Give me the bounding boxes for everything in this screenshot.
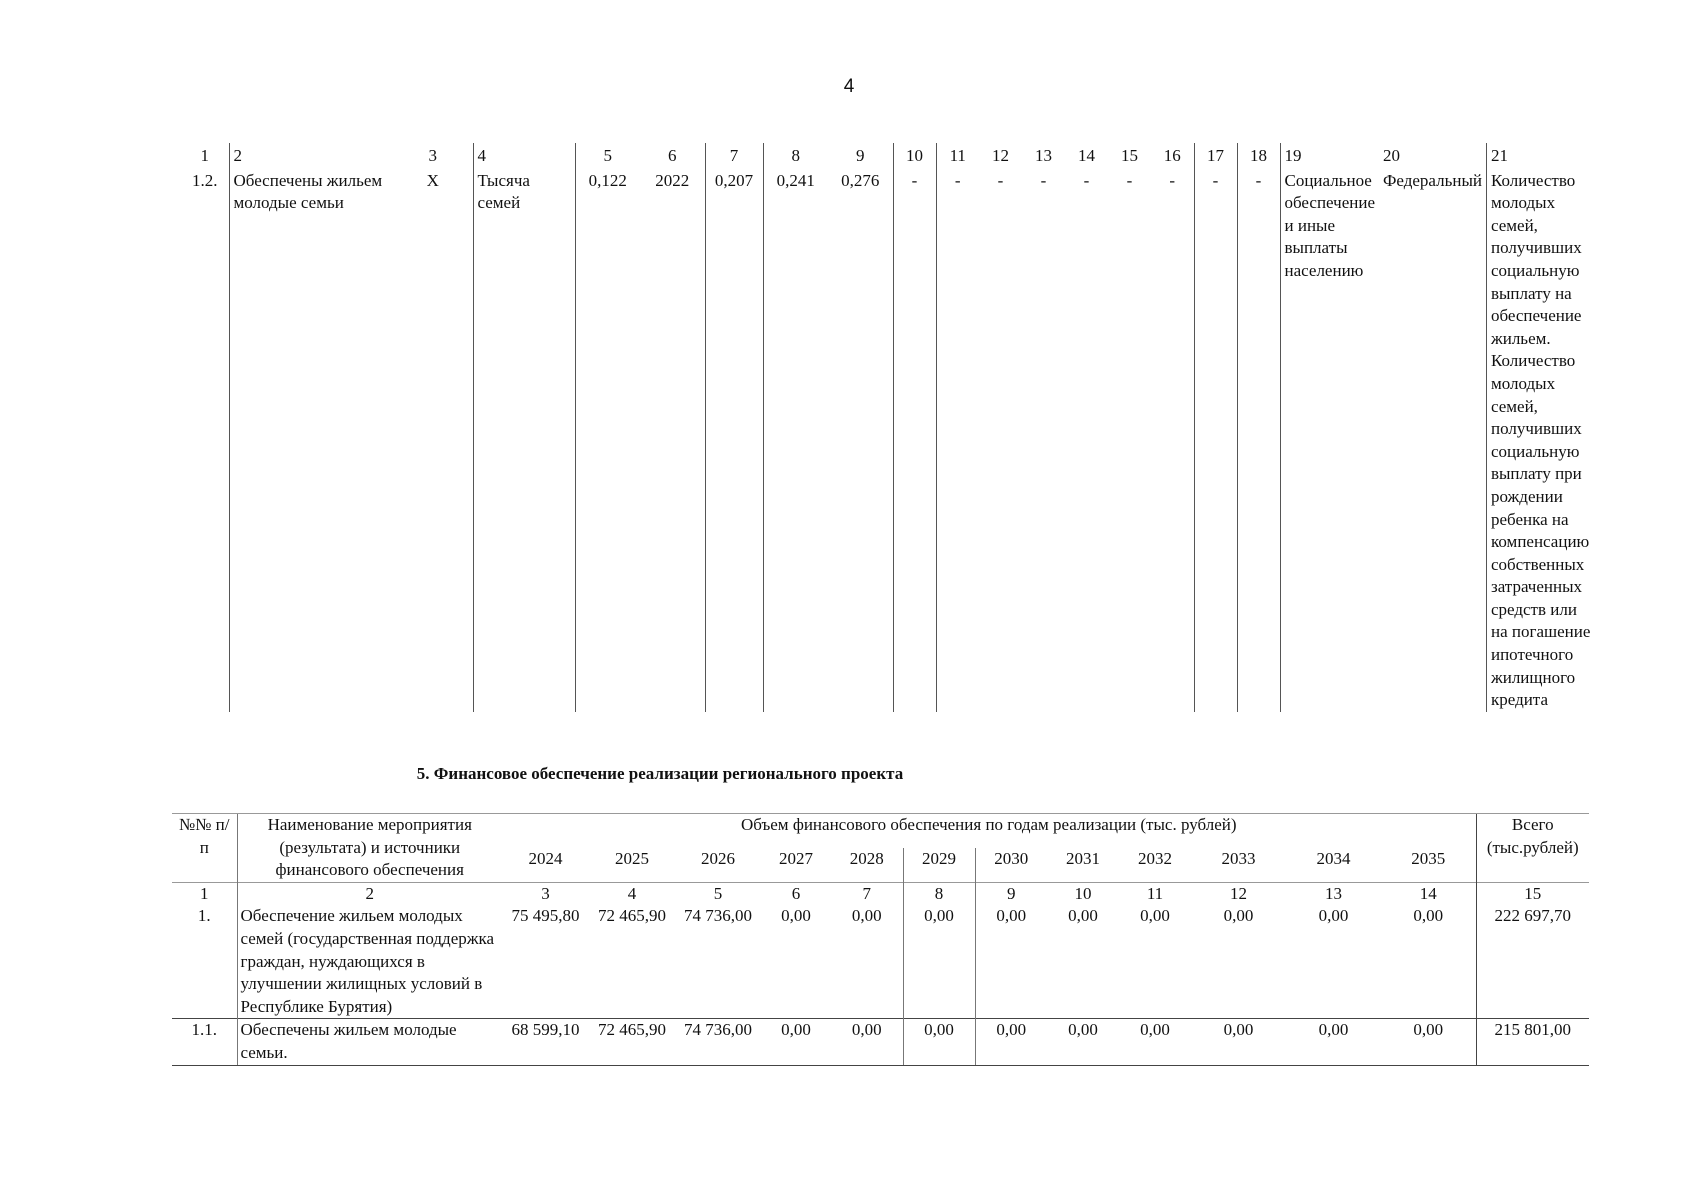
value-2031: 0,00 [1068,906,1098,926]
section-title: 5. Финансовое обеспечение реализации регионального проекта [416,764,904,783]
description-cell: Количество молодых семей, получивших социальную выплату на обеспечение жильем. Количество молодых семей, получивших социальную выплату при рождении ребенка на компенсацию собственных затраченных средств или на погашение ипотечного жилищного кредита [1486,168,1601,712]
header-name: Наименование мероприятия (результата) и источники финансового обеспечения [237,814,502,883]
value-2026: 74 736,00 [675,1019,761,1065]
value-2026: 74 736,00 [684,906,752,926]
value-2027: 0,00 [781,906,811,926]
col-num-7: 7 [831,882,903,905]
header-volume: Объем финансового обеспечения по годам реализации (тыс. рублей) [502,814,1476,848]
col-num-5: 5 [575,143,640,168]
year-2025: 2025 [615,848,649,868]
row-name: Обеспечены жильем молодые семьи. [237,1019,502,1065]
col-num-15: 15 [1121,146,1138,165]
col-num-11: 11 [936,143,979,168]
col-num-20: 20 [1382,146,1400,165]
col-num-14: 14 [1381,882,1476,905]
row-number: 1.2. [192,170,218,190]
column-number-row [181,143,1601,168]
col-num-12: 12 [992,146,1009,165]
col-num-2: 2 [229,143,393,168]
value-2027: 0,00 [761,1019,831,1065]
result-name: Обеспечены жильем молодые семьи [229,168,393,712]
value-2025: 72 465,90 [598,906,666,926]
col-num-8: 8 [763,143,828,168]
value-2029: 0,00 [903,1019,975,1065]
row-number: 1. [197,906,211,926]
header-total: Всего (тыс.рублей) [1476,814,1589,883]
value-2029: 0,00 [903,905,975,1018]
col-num-3: 3 [502,882,589,905]
value-2032: 0,00 [1140,906,1170,926]
col-num-4: 4 [589,882,675,905]
col-num-1: 1 [172,882,237,905]
unit-cell: Тысяча семей [473,168,575,712]
value-2028: 0,00 [831,1019,903,1065]
table-row [181,168,1601,712]
header-row [172,814,1589,848]
table-row [172,905,1589,1018]
value-2035: 0,00 [1381,1019,1476,1065]
level-cell: Федеральный [1382,170,1482,190]
col-num-21: 21 [1486,143,1601,168]
year-2029: 2029 [903,848,975,882]
col-num-16: 16 [1163,146,1181,165]
col-num-6: 6 [761,882,831,905]
page-number: 4 [843,76,855,97]
cell-col11: - [936,168,979,712]
cell-col17: - [1194,168,1237,712]
col-num-11: 11 [1119,882,1191,905]
cell-col3: Х [426,170,439,190]
cell-col15: - [1126,170,1133,190]
col-num-10: 10 [893,143,936,168]
row-number: 1.1. [172,1019,237,1065]
cell-col16: - [1169,170,1176,190]
col-num-15: 15 [1476,882,1589,905]
col-num-7: 7 [705,143,763,168]
row-total: 215 801,00 [1476,1019,1589,1065]
row-total: 222 697,70 [1476,905,1589,1018]
value-2030: 0,00 [975,1019,1047,1065]
col-num-19: 19 [1280,143,1379,168]
cell-col13: - [1040,170,1047,190]
value-2025-cell: 0,241 [763,168,828,712]
year-2035: 2035 [1411,848,1446,868]
financing-table [172,813,1589,1066]
col-num-9: 9 [975,882,1047,905]
year-2024: 2024 [528,848,563,868]
col-num-1: 1 [200,146,209,165]
col-num-9: 9 [856,146,865,165]
year-2028: 2028 [849,848,884,868]
header-number: №№ п/п [172,814,237,883]
year-2031: 2031 [1066,848,1100,868]
year-2027: 2027 [779,848,813,868]
col-num-5: 5 [675,882,761,905]
value-2028: 0,00 [851,906,882,926]
expense-type-cell: Социальное обеспечение и иные выплаты населению [1280,168,1379,712]
year-2030: 2030 [975,848,1047,882]
value-2031: 0,00 [1047,1019,1119,1065]
col-num-10: 10 [1047,882,1119,905]
year-2034: 2034 [1316,848,1351,868]
col-num-13: 13 [1035,146,1052,165]
value-2034: 0,00 [1318,906,1349,926]
cell-col10: - [893,168,936,712]
cell-col12: - [997,170,1004,190]
value-2030: 0,00 [975,905,1047,1018]
col-num-3: 3 [428,146,437,165]
col-num-18: 18 [1237,143,1280,168]
col-num-14: 14 [1078,146,1095,165]
row-name: Обеспечение жильем молодых семей (государственная поддержка граждан, нуждающихся в улучшении жилищных условий в Республике Бурятия) [237,905,502,1018]
value-2032: 0,00 [1119,1019,1191,1065]
cell-col14: - [1083,170,1090,190]
base-year-cell: 2022 [655,170,690,190]
col-num-13: 13 [1286,882,1381,905]
value-2034: 0,00 [1286,1019,1381,1065]
value-2033: 0,00 [1191,1019,1286,1065]
col-num-8: 8 [903,882,975,905]
value-2025: 72 465,90 [589,1019,675,1065]
table-row [172,1019,1589,1065]
col-num-2: 2 [237,882,502,905]
col-num-6: 6 [668,146,677,165]
value-2024-cell: 0,207 [705,168,763,712]
value-2026-cell: 0,276 [841,170,880,190]
col-num-17: 17 [1194,143,1237,168]
value-2033: 0,00 [1223,906,1254,926]
col-num-12: 12 [1191,882,1286,905]
column-number-row [172,882,1589,905]
value-2024: 75 495,80 [511,906,580,926]
year-2032: 2032 [1138,848,1172,868]
value-2024: 68 599,10 [502,1019,589,1065]
cell-col18: - [1237,168,1280,712]
value-2035: 0,00 [1413,906,1444,926]
year-2026: 2026 [701,848,735,868]
col-num-4: 4 [473,143,575,168]
indicators-table [181,143,1601,712]
year-2033: 2033 [1221,848,1256,868]
base-value-cell: 0,122 [575,168,640,712]
